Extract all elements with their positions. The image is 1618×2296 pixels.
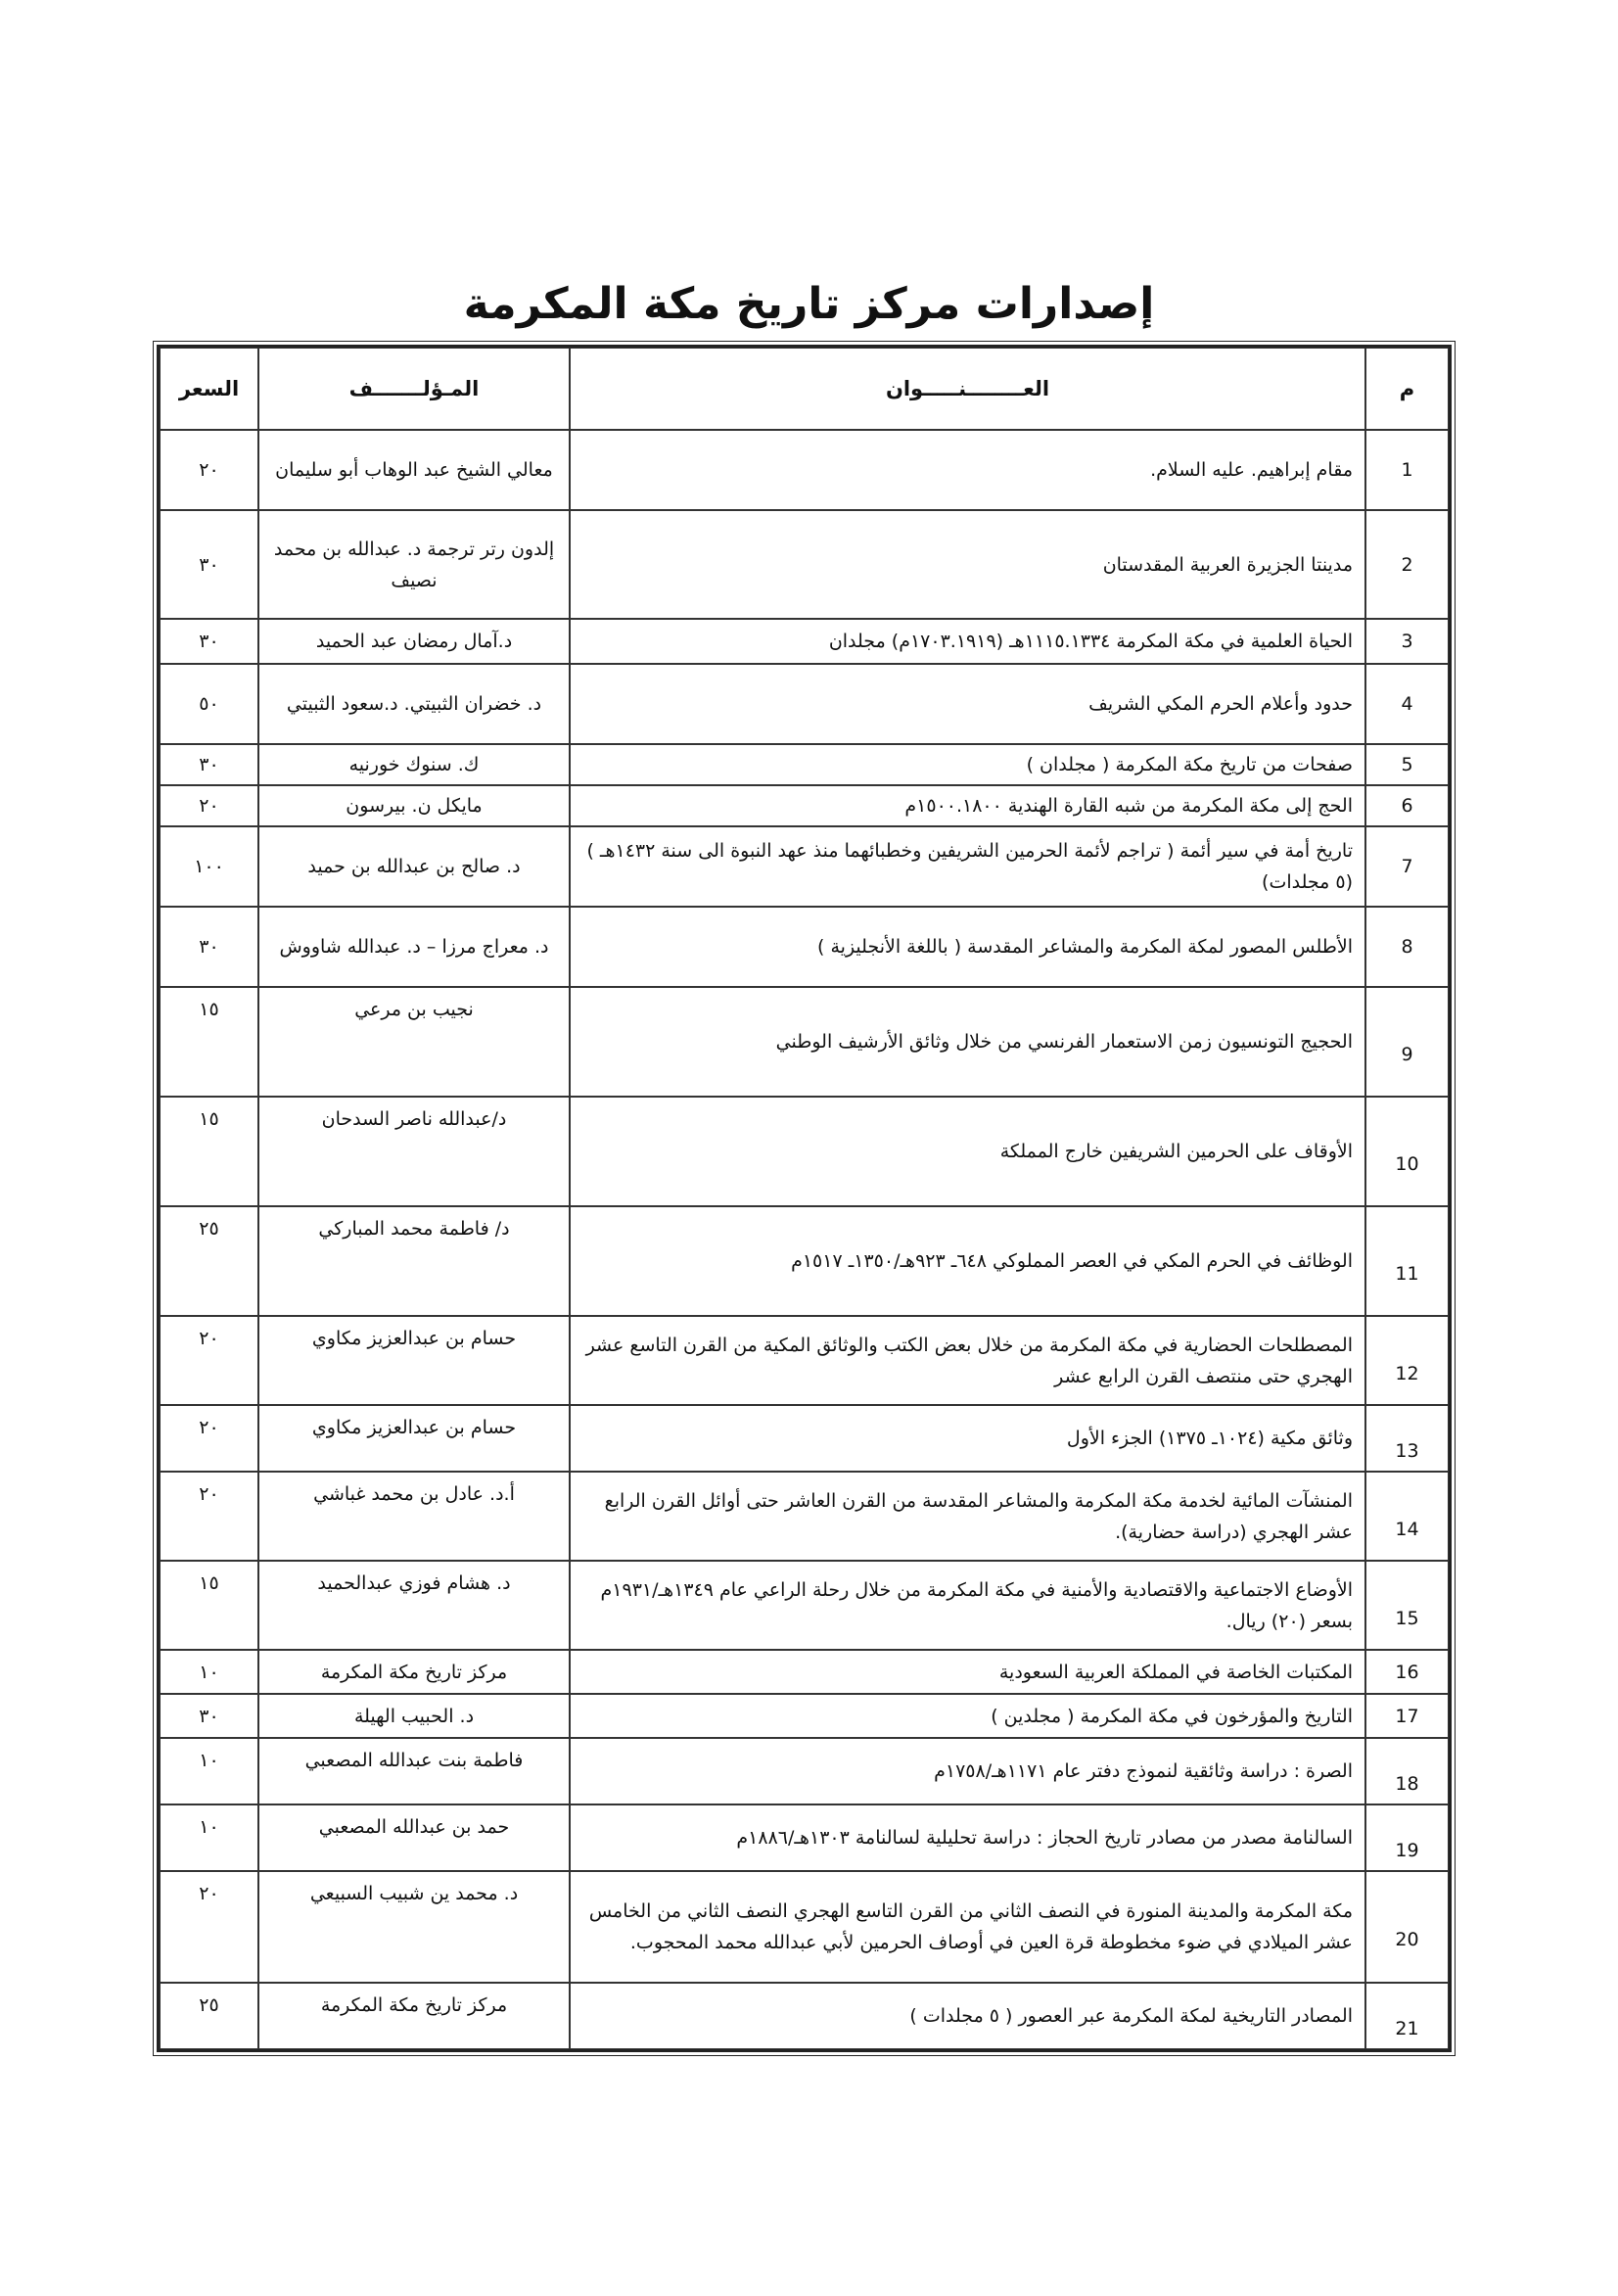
table-row [160, 1650, 1449, 1694]
row-number: 4 [1365, 664, 1449, 744]
row-author: معالي الشيخ عبد الوهاب أبو سليمان [258, 430, 570, 510]
row-price: ٢٥ [160, 1983, 258, 2049]
row-author: نجيب بن مرعي [258, 987, 570, 1097]
row-number: 21 [1365, 1983, 1449, 2049]
row-number: 9 [1365, 987, 1449, 1097]
row-title: المنشآت المائية لخدمة مكة المكرمة والمشاعر المقدسة من القرن العاشر حتى أوائل القرن الرابع عشر الهجري (دراسة حضارية). [570, 1472, 1365, 1561]
row-author: د. محمد ين شبيب السبيعي [258, 1871, 570, 1983]
row-author: د. صالح بن عبدالله بن حميد [258, 826, 570, 907]
row-number: 11 [1365, 1206, 1449, 1316]
header-title: العــــــــنـــــوان [570, 348, 1365, 430]
row-title: المصادر التاريخية لمكة المكرمة عبر العصور ( ٥ مجلدات ) [570, 1983, 1365, 2049]
row-author: أ.د. عادل بن محمد غباشي [258, 1472, 570, 1561]
row-title: مكة المكرمة والمدينة المنورة في النصف الثاني من القرن التاسع الهجري النصف الثاني من الخامس عشر الميلادي في ضوء مخطوطة قرة العين في أوصاف الحرمين لأبي عبدالله محمد المحجوب. [570, 1871, 1365, 1983]
row-price: ٢٠ [160, 785, 258, 826]
row-price: ٢٠ [160, 1405, 258, 1472]
row-number: 12 [1365, 1316, 1449, 1405]
row-number: 7 [1365, 826, 1449, 907]
row-price: ١٠ [160, 1804, 258, 1871]
row-number: 19 [1365, 1804, 1449, 1871]
row-author: حمد بن عبدالله المصعبي [258, 1804, 570, 1871]
row-number: 1 [1365, 430, 1449, 510]
row-number: 2 [1365, 510, 1449, 619]
table-row [160, 1206, 1449, 1316]
row-author: د.آمال رمضان عبد الحميد [258, 619, 570, 664]
row-title: تاريخ أمة في سير أئمة ( تراجم لأئمة الحرمين الشريفين وخطبائهما منذ عهد النبوة الى سنة ١٤٣٢هـ ) (٥ مجلدات) [570, 826, 1365, 907]
table-body [160, 430, 1449, 2049]
row-number: 14 [1365, 1472, 1449, 1561]
row-number: 6 [1365, 785, 1449, 826]
row-number: 3 [1365, 619, 1449, 664]
table-row [160, 664, 1449, 744]
row-author: إلدون رتر ترجمة د. عبدالله بن محمد نصيف [258, 510, 570, 619]
row-author: د. الحبيب الهيلة [258, 1694, 570, 1738]
table-row [160, 826, 1449, 907]
row-number: 15 [1365, 1561, 1449, 1650]
table-row [160, 510, 1449, 619]
table-row [160, 1804, 1449, 1871]
table-row [160, 1316, 1449, 1405]
header-price: السعر [160, 348, 258, 430]
row-number: 18 [1365, 1738, 1449, 1804]
table-row [160, 1405, 1449, 1472]
catalog-table [157, 345, 1452, 2052]
row-author: د. خضران الثبيتي. د.سعود الثبيتي [258, 664, 570, 744]
table-row [160, 785, 1449, 826]
table-row [160, 1871, 1449, 1983]
row-price: ٣٠ [160, 744, 258, 785]
header-row [160, 348, 1449, 430]
row-title: الأوضاع الاجتماعية والاقتصادية والأمنية في مكة المكرمة من خلال رحلة الراعي عام ١٣٤٩هـ/١٩٣١م بسعر (٢٠) ريال. [570, 1561, 1365, 1650]
table-row [160, 744, 1449, 785]
row-author: ك. سنوك خورنيه [258, 744, 570, 785]
row-title: الأطلس المصور لمكة المكرمة والمشاعر المقدسة ( باللغة الأنجليزية ) [570, 907, 1365, 987]
row-title: الأوقاف على الحرمين الشريفين خارج المملكة [570, 1097, 1365, 1206]
row-price: ٢٠ [160, 1472, 258, 1561]
row-title: الحجيج التونسيون زمن الاستعمار الفرنسي من خلال وثائق الأرشيف الوطني [570, 987, 1365, 1097]
row-title: الحياة العلمية في مكة المكرمة ١١١٥.١٣٣٤هـ (١٧٠٣.١٩١٩م) مجلدان [570, 619, 1365, 664]
row-number: 10 [1365, 1097, 1449, 1206]
row-number: 13 [1365, 1405, 1449, 1472]
row-price: ١٠٠ [160, 826, 258, 907]
table-row [160, 1694, 1449, 1738]
table-row [160, 907, 1449, 987]
page-title: إصدارات مركز تاريخ مكة المكرمة [463, 279, 1155, 329]
row-price: ١٥ [160, 1561, 258, 1650]
row-title: وثائق مكية (١٠٢٤ـ ١٣٧٥) الجزء الأول [570, 1405, 1365, 1472]
table-row [160, 619, 1449, 664]
catalog-table-container [157, 345, 1446, 2052]
row-author: د. هشام فوزي عبدالحميد [258, 1561, 570, 1650]
row-title: الصرة : دراسة وثائقية لنموذج دفتر عام ١١٧١هـ/١٧٥٨م [570, 1738, 1365, 1804]
row-title: المكتبات الخاصة في المملكة العربية السعودية [570, 1650, 1365, 1694]
row-price: ٣٠ [160, 619, 258, 664]
row-price: ٢٠ [160, 430, 258, 510]
row-price: ٥٠ [160, 664, 258, 744]
row-price: ١٠ [160, 1738, 258, 1804]
row-price: ٢٠ [160, 1316, 258, 1405]
row-title: الوظائف في الحرم المكي في العصر المملوكي ٦٤٨ـ ٩٢٣هـ/١٣٥٠ـ ١٥١٧م [570, 1206, 1365, 1316]
row-number: 8 [1365, 907, 1449, 987]
row-price: ٢٥ [160, 1206, 258, 1316]
row-author: د. معراج مرزا – د. عبدالله شاووش [258, 907, 570, 987]
table-row [160, 1097, 1449, 1206]
row-price: ٢٠ [160, 1871, 258, 1983]
row-author: مركز تاريخ مكة المكرمة [258, 1983, 570, 2049]
row-author: مايكل ن. بيرسون [258, 785, 570, 826]
table-row [160, 1472, 1449, 1561]
header-author: المـؤلـــــــف [258, 348, 570, 430]
row-author: د/عبدالله ناصر السدحان [258, 1097, 570, 1206]
row-price: ٣٠ [160, 510, 258, 619]
row-title: الحج إلى مكة المكرمة من شبه القارة الهندية ١٥٠٠.١٨٠٠م [570, 785, 1365, 826]
row-title: مقام إبراهيم. عليه السلام. [570, 430, 1365, 510]
row-title: السالنامة مصدر من مصادر تاريخ الحجاز : دراسة تحليلية لسالنامة ١٣٠٣هـ/١٨٨٦م [570, 1804, 1365, 1871]
table-row [160, 987, 1449, 1097]
header-number: م [1365, 348, 1449, 430]
table-row [160, 1738, 1449, 1804]
row-number: 16 [1365, 1650, 1449, 1694]
row-author: د/ فاطمة محمد المباركي [258, 1206, 570, 1316]
row-author: مركز تاريخ مكة المكرمة [258, 1650, 570, 1694]
row-number: 5 [1365, 744, 1449, 785]
row-number: 20 [1365, 1871, 1449, 1983]
row-title: صفحات من تاريخ مكة المكرمة ( مجلدان ) [570, 744, 1365, 785]
row-author: فاطمة بنت عبدالله المصعبي [258, 1738, 570, 1804]
table-row [160, 1561, 1449, 1650]
row-price: ٣٠ [160, 1694, 258, 1738]
row-title: حدود وأعلام الحرم المكي الشريف [570, 664, 1365, 744]
row-title: التاريخ والمؤرخون في مكة المكرمة ( مجلدين ) [570, 1694, 1365, 1738]
row-number: 17 [1365, 1694, 1449, 1738]
row-price: ١٠ [160, 1650, 258, 1694]
row-price: ١٥ [160, 1097, 258, 1206]
table-row [160, 1983, 1449, 2049]
row-title: مدينتا الجزيرة العربية المقدستان [570, 510, 1365, 619]
table-row [160, 430, 1449, 510]
row-price: ٣٠ [160, 907, 258, 987]
row-author: حسام بن عبدالعزيز مكاوي [258, 1316, 570, 1405]
row-title: المصطلحات الحضارية في مكة المكرمة من خلال بعض الكتب والوثائق المكية من القرن التاسع عشر الهجري حتى منتصف القرن الرابع عشر [570, 1316, 1365, 1405]
row-price: ١٥ [160, 987, 258, 1097]
row-author: حسام بن عبدالعزيز مكاوي [258, 1405, 570, 1472]
